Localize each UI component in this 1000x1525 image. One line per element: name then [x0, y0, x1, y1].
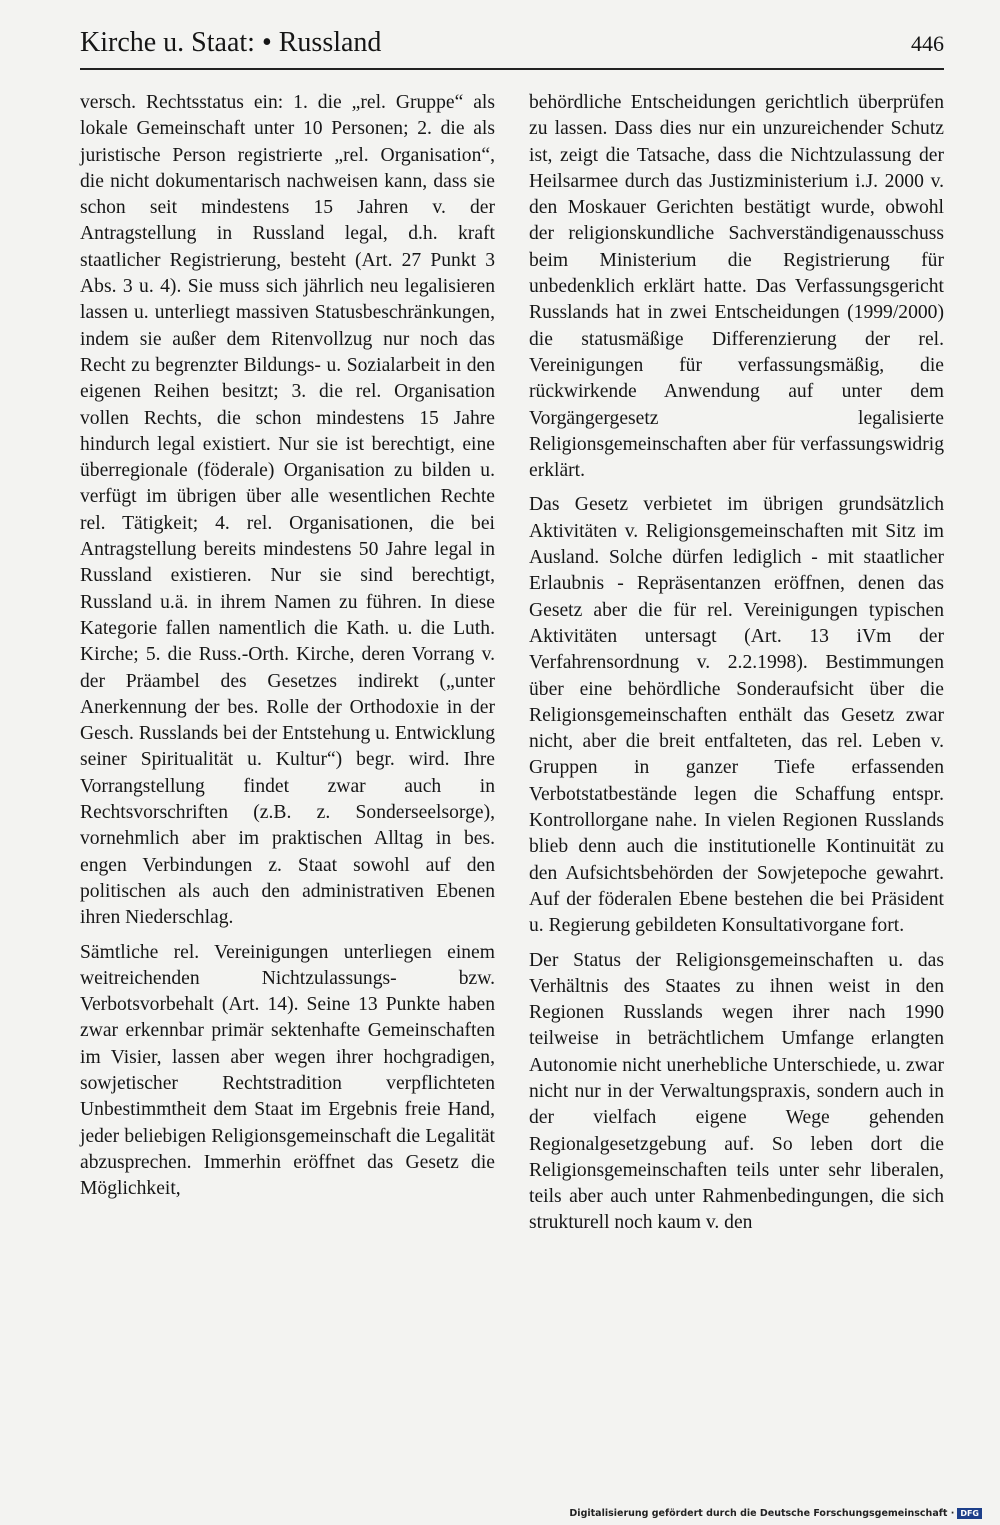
- digitization-credit: [569, 1508, 982, 1520]
- left-column: [80, 90, 495, 1210]
- paragraph-court-review: behördliche Entscheidungen gerichtlich überprüfen zu lassen. Dass dies nur ein unzureichender Schutz ist, zeigt die Tatsache, dass die Nichtzulassung der Heilsarmee durch das Justizministerium i.J. 2000 v. den Moskauer Gerichten bestätigt wurde, obwohl der religionskundliche Sachverständigenausschuss beim Ministerium die Registrierung für unbedenklich erklärt hatte. Das Verfassungsgericht Russlands hat in zwei Entscheidungen (1999/2000) die statusmäßige Differenzierung der rel. Vereinigungen für verfassungsmäßig, die rückwirkende Anwendung auf unter dem Vorgängergesetz legalisierte Religionsgemeinschaften aber für verfassungswidrig erklärt.: [529, 92, 944, 482]
- page-header: [80, 18, 944, 70]
- dfg-logo-icon: DFG: [957, 1508, 982, 1519]
- paragraph-prohibition: Sämtliche rel. Vereinigungen unterliegen einem weitreichenden Nichtzulassungs- bzw. Verbotsvorbehalt (Art. 14). Seine 13 Punkte haben zwar erkennbar primär sektenhafte Gemeinschaften im Visier, lassen aber wegen ihrer hochgradigen, sowjetischer Rechtstradition verpflichteten Unbestimmtheit dem Staat im Ergebnis freie Hand, jeder beliebigen Religionsgemeinschaft die Legalität abzusprechen. Immerhin eröffnet das Gesetz die Möglichkeit,: [80, 941, 495, 1200]
- page-number: 446: [911, 31, 944, 56]
- credit-text: Digitalisierung gefördert durch die Deutsche Forschungsgemeinschaft ·: [569, 1508, 955, 1519]
- paragraph-legal-status: versch. Rechtsstatus ein: 1. die „rel. Gruppe“ als lokale Gemeinschaft unter 10 Personen; 2. die als juristische Person registrierte „rel. Organisation“, die nicht dokumentarisch nachweisen kann, dass sie schon seit mindestens 15 Jahren v. der Antragstellung in Russland legal, d.h. kraft staatlicher Registrierung, besteht (Art. 27 Punkt 3 Abs. 3 u. 4). Sie muss sich jährlich neu legalisieren lassen u. unterliegt massiven Statusbeschränkungen, indem sie außer dem Ritenvollzug nur noch das Recht zu begrenzter Bildungs- u. Sozialarbeit in den eigenen Reihen besitzt; 3. die rel. Organisation vollen Rechts, die schon mindestens 15 Jahre hindurch legal existiert. Nur sie ist berechtigt, eine überregionale (föderale) Organisation zu bilden u. verfügt im übrigen über alle wesentlichen Rechte rel. Tätigkeit; 4. rel. Organisationen, die bei Antragstellung bereits mindestens 50 Jahre legal in Russland existieren. Nur sie sind berechtigt, Russland u.ä. in ihrem Namen zu führen. In diese Kategorie fallen namentlich die Kath. u. die Luth. Kirche; 5. die Russ.-Orth. Kirche, deren Vorrang v. der Präambel des Gesetzes indirekt („unter Anerkennung der bes. Rolle der Orthodoxie in der Gesch. Russlands bei der Entstehung u. Entwicklung seiner Spiritualität u. Kultur“) begr. wird. Ihre Vorrangstellung findet zwar auch in Rechtsvorschriften (z.B. z. Sonderseelsorge), vornehmlich aber im praktischen Alltag in bes. engen Verbindungen z. Staat sowohl auf den politischen als auch den administrativen Ebenen ihren Niederschlag.: [80, 92, 495, 929]
- right-column: [529, 90, 944, 1245]
- paragraph-regional-status: Der Status der Religionsgemeinschaften u. das Verhältnis des Staates zu ihnen weist in den Regionen Russlands wegen ihrer nach 1990 teilweise in beträchtlichem Umfange erlangten Autonomie nicht unerhebliche Unterschiede, u. zwar nicht nur in der Verwaltungspraxis, sondern auch in der vielfach eigene Wege gehenden Regionalgesetzgebung auf. So leben dort die Religionsgemeinschaften teils unter sehr liberalen, teils aber auch unter Rahmenbedingungen, die sich strukturell noch kaum v. den: [529, 949, 944, 1234]
- running-title: Kirche u. Staat: • Russland: [80, 27, 382, 58]
- paragraph-foreign-activities: Das Gesetz verbietet im übrigen grundsätzlich Aktivitäten v. Religionsgemeinschaften mit Sitz im Ausland. Solche dürfen lediglich - mit staatlicher Erlaubnis - Repräsentanzen eröffnen, denen das Gesetz aber die für rel. Vereinigungen typischen Aktivitäten untersagt (Art. 13 iVm der Verfahrensordnung v. 2.2.1998). Bestimmungen über eine behördliche Sonderaufsicht über die Religionsgemeinschaften enthält das Gesetz zwar nicht, aber die breit entfalteten, das rel. Leben v. Gruppen in ganzer Tiefe erfassenden Verbotstatbestände legen die Schaffung entspr. Kontrollorgane nahe. In vielen Regionen Russlands blieb denn auch die institutionelle Kontinuität zu den Aufsichtsbehörden der Sowjetepoche gewahrt. Auf der föderalen Ebene bestehen die bei Präsident u. Regierung gebildeten Konsultativorgane fort.: [529, 494, 944, 937]
